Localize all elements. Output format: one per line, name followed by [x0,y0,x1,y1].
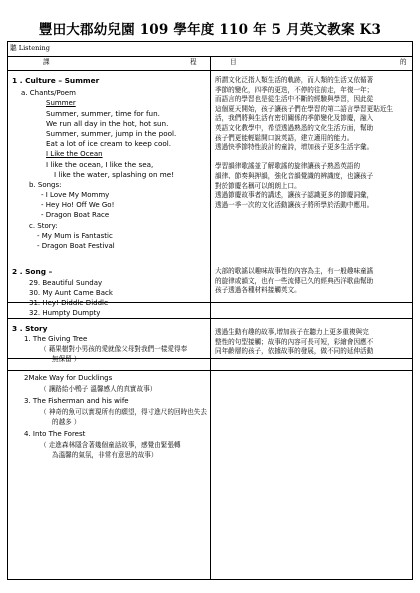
poem-line: We run all day in the hot, hot sun. [46,119,169,128]
goal-line: 孩子們更能輕鬆開口說英語，建立適用的能力。 [215,133,354,142]
skill-label: 聽 Listening [10,44,50,52]
songs-label: b. Songs: [29,181,62,189]
goal-line: 而語言的學習也是從生活中不斷的經驗與學習，因此從 [215,95,374,104]
story-title: 3. The Fisherman and his wife [24,397,129,405]
goal-line [215,153,411,163]
goal-line: 的旋律或韻文，也有一些流傳已久的經典西洋歌曲幫助 [215,276,374,285]
goal-line: 這個夏天開始，孩子讓孩子們在學習的第二語言學習更貼近生 [215,104,394,113]
story-note: （ 走進森林隱含著幾個童話故事，感覺由緊張轉 [40,441,181,449]
song-item: 30. My Aunt Came Back [29,289,113,297]
chant-label: a. Chants/Poem [21,89,76,97]
poem-line: Eat a lot of ice cream to keep cool. [46,139,172,148]
song-heading: 2 . Song – [12,267,53,276]
story-note: （ 神奇的魚可以實現所有的願望，得寸進尺的回時也失去 [40,408,207,416]
goal-line: 大部的歌謠以趣味故事性的內容為主，有一般趣味童謠 [215,267,374,275]
poem-line: I like the water, splashing on me! [54,170,175,179]
goal-line: 整性的句型接觸；故事的內容可長可短，彩繪會因應不 [215,337,374,346]
page-title: 豐田大郡幼兒園 109 學年度 110 年 5 月英文教案 K3 [38,22,382,38]
song-item: - Hey Ho! Off We Go! [41,201,115,209]
poem-line: Summer, summer, jump in the pool. [46,129,177,138]
song-item: 32. Humpty Dumpty [29,309,101,317]
goal-line: 透過生動有趣的故事,增加孩子在聽力上更多重複與完 [215,328,369,336]
culture-goals [215,76,411,210]
story-label: c. Story: [29,222,58,230]
poem-line: Summer, summer, time for fun. [46,109,160,118]
goal-line: 透過一季一次的文化活動讓孩子將所學於活動中應用。 [215,200,374,209]
goal-line: 韻律、節奏與押韻，強化音韻覺識的辨識度，也讓孩子 [215,171,374,180]
story-note: 無保留 ） [52,355,81,363]
goal-line: 透過節慶故事者的講述，讓孩子認識更多的節慶詞彙， [215,191,374,200]
song-item: - I Love My Mommy [41,191,110,199]
goal-line: 英語文化教學中，希望透過熟悉的文化生活方面，幫助 [215,123,374,132]
story-title: 4. Into The Forest [24,430,86,438]
lesson-plan-table [7,41,413,580]
song-item: 31. Hey! Diddle Diddle [29,299,109,307]
goal-line: 同年齡層的孩子，依據故事的發展，做不同的延伸活動 [215,347,374,356]
goal-line: 所謂文化泛指人類生活的軌跡，而人類的生活又依循著 [215,76,374,84]
summer-poem-title: Summer [46,99,76,107]
story-heading: 3 . Story [12,324,48,333]
song-goals [215,267,411,296]
goal-line: 透過快季節特性設計的童詩，增加孩子更多生活字彙。 [215,143,374,152]
story-title: 1. The Giving Tree [24,335,88,343]
goal-line: 學習韻律歌謠並了解歌謠的旋律讓孩子熟悉英語的 [215,162,361,171]
culture-heading: 1 . Culture – Summer [12,76,100,85]
course-header-left: 課 [43,58,50,66]
song-item: 29. Beautiful Sunday [29,279,103,287]
story-goals [215,328,411,357]
goal-header-right: 的 [400,58,407,66]
story-note: 的越多 ） [52,418,81,426]
song-item: - Dragon Boat Race [41,211,110,219]
column-divider [210,70,211,579]
goal-line: 對於節慶名稱可以朗朗上口。 [215,181,301,190]
story-item: - My Mum is Fantastic [37,232,113,240]
story-note: （ 讓路給小鴨子 溫馨感人的真實故事） [40,385,157,393]
goal-line: 活，我們將與生活有密切關係的季節變化及節慶，融入 [215,114,374,123]
ocean-poem-title: I Like the Ocean [46,150,103,158]
story-item: - Dragon Boat Festival [37,242,115,250]
story-title: 2Make Way for Ducklings [24,374,113,382]
poem-line: I like the ocean, I like the sea, [46,160,154,169]
goal-line: 季節的變化，四季的更迭，不停的往前走，年復一年； [215,85,374,94]
story-note: 為溫馨的氣氛，非常有意思的故事） [52,451,158,459]
column-divider [210,56,211,70]
goal-line: 孩子透過各種材料接觸英文。 [215,286,301,295]
story-note: （ 藉果樹對小男孩的愛就像父母對我們一樣愛得奉 [40,345,188,353]
course-header-right: 程 [190,58,197,66]
goal-header-left: 目 [230,58,237,66]
